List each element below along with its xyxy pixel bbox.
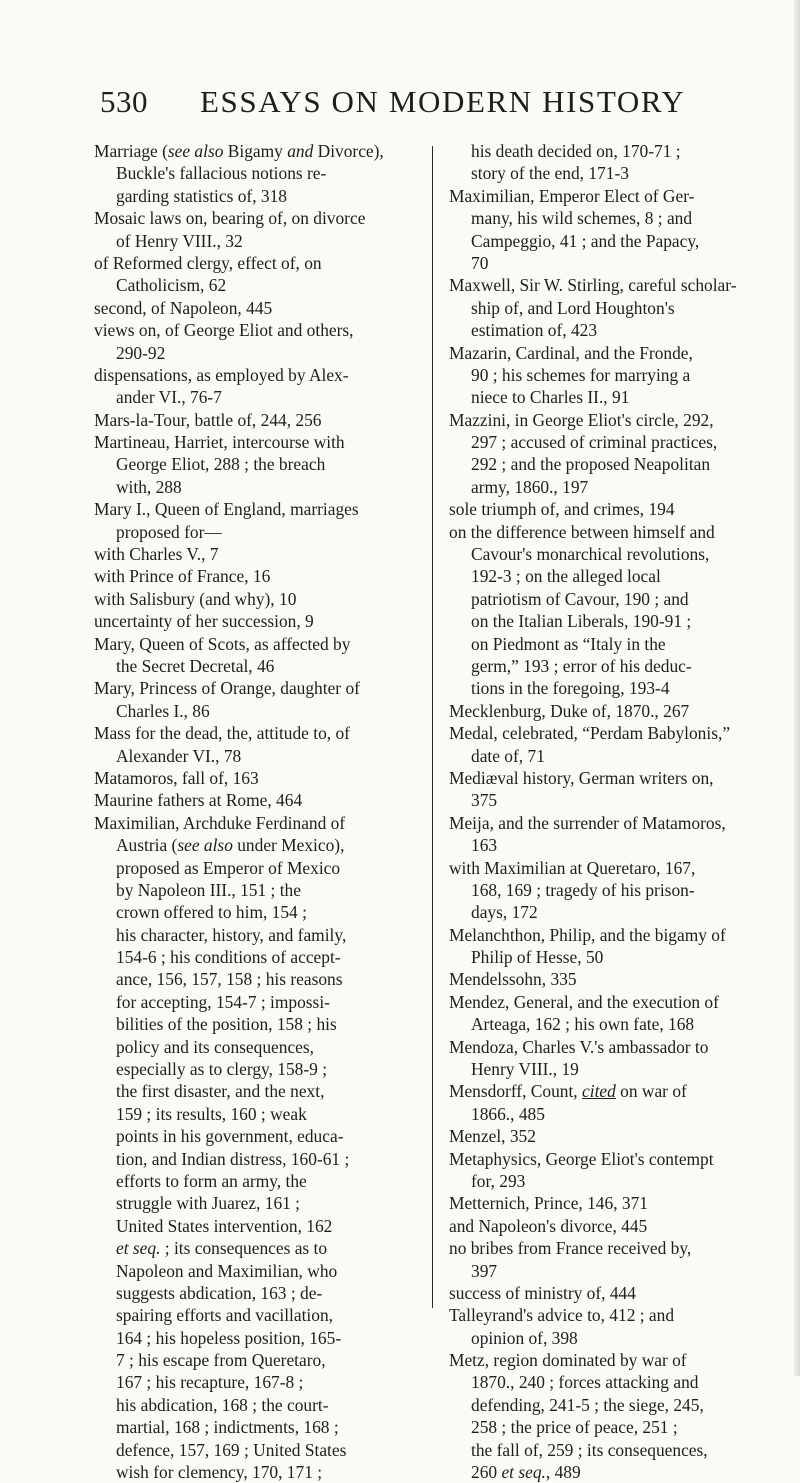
index-line: Melanchthon, Philip, and the bigamy of [449,924,726,945]
index-line: 1870., 240 ; forces attacking and [471,1372,699,1393]
index-line: Maxwell, Sir W. Stirling, careful scholar- [449,275,737,296]
index-line: 70 [471,252,489,273]
index-line: uncertainty of her succession, 9 [94,611,314,632]
index-line: 290-92 [116,342,166,363]
index-line: Catholicism, 62 [116,275,227,296]
index-line: dispensations, as employed by Alex- [94,364,349,385]
index-line: Mendelssohn, 335 [449,969,577,990]
index-line: Metaphysics, George Eliot's contempt [449,1148,714,1169]
column-divider [432,146,433,1308]
index-line: Meija, and the surrender of Matamoros, [449,812,726,833]
index-line: Henry VIII., 19 [471,1059,579,1080]
index-line: Medal, celebrated, “Perdam Babylonis,” [449,723,731,744]
index-line: with Salisbury (and why), 10 [94,588,297,609]
index-line: on Piedmont as “Italy in the [471,633,666,654]
index-line: of Reformed clergy, effect of, on [94,252,322,273]
index-line: garding statistics of, 318 [116,185,287,206]
index-line: Mendoza, Charles V.'s ambassador to [449,1036,709,1057]
index-line: suggests abdication, 163 ; de- [116,1282,323,1303]
index-line: patriotism of Cavour, 190 ; and [471,588,689,609]
index-line: his abdication, 168 ; the court- [116,1394,329,1415]
index-line: efforts to form an army, the [116,1170,307,1191]
index-line: 1866., 485 [471,1103,545,1124]
index-line: defence, 157, 169 ; United States [116,1439,347,1460]
index-line: 375 [471,790,498,811]
index-line: 297 ; accused of criminal practices, [471,432,718,453]
index-line: on the Italian Liberals, 190-91 ; [471,611,692,632]
index-line: for accepting, 154-7 ; impossi- [116,991,330,1012]
index-line: sole triumph of, and crimes, 194 [449,499,675,520]
index-line: ance, 156, 157, 158 ; his reasons [116,969,343,990]
index-line: martial, 168 ; indictments, 168 ; [116,1417,339,1438]
index-line: 90 ; his schemes for marrying a [471,364,691,385]
index-line: on the difference between himself and [449,521,715,542]
index-line: Mary, Queen of Scots, as affected by [94,633,351,654]
index-line: 168, 169 ; tragedy of his prison- [471,879,695,900]
index-column-left [94,140,416,1483]
index-line: Matamoros, fall of, 163 [94,767,259,788]
index-line: Maurine fathers at Rome, 464 [94,790,303,811]
index-line: 167 ; his recapture, 167-8 ; [116,1372,304,1393]
index-line: ship of, and Lord Houghton's [471,297,675,318]
index-line: Charles I., 86 [116,700,210,721]
index-line: 163 [471,835,498,856]
index-line: ander VI., 76-7 [116,387,222,408]
index-line: success of ministry of, 444 [449,1282,636,1303]
index-line: tion, and Indian distress, 160-61 ; [116,1148,350,1169]
index-line: proposed as Emperor of Mexico [116,857,341,878]
index-line: Alexander VI., 78 [116,745,242,766]
index-line: proposed for— [116,521,222,542]
index-line: the first disaster, and the next, [116,1081,325,1102]
index-line: 192-3 ; on the alleged local [471,566,661,587]
index-line: with Prince of France, 16 [94,566,271,587]
index-line: niece to Charles II., 91 [471,387,630,408]
index-line: Mass for the dead, the, attitude to, of [94,723,350,744]
index-line: his character, history, and family, [116,924,347,945]
index-line: Mensdorff, Count, cited on war of [449,1081,687,1102]
index-line: Maximilian, Emperor Elect of Ger- [449,185,695,206]
index-line: struggle with Juarez, 161 ; [116,1193,301,1214]
running-head: ESSAYS ON MODERN HISTORY [200,84,686,119]
index-line: points in his government, educa- [116,1126,344,1147]
index-line: Metz, region dominated by war of [449,1350,687,1371]
index-line: Marriage (see also Bigamy and Divorce), [94,141,384,161]
index-line: and Napoleon's divorce, 445 [449,1215,648,1236]
index-line: Metternich, Prince, 146, 371 [449,1193,648,1214]
index-line: Mazzini, in George Eliot's circle, 292, [449,409,714,430]
index-line: with, 288 [116,476,182,497]
index-line: 397 [471,1260,498,1281]
index-line: date of, 71 [471,745,545,766]
index-line: Buckle's fallacious notions re- [116,163,327,184]
index-line: his death decided on, 170-71 ; [471,141,681,161]
index-line: Cavour's monarchical revolutions, [471,544,710,565]
index-line: 260 et seq., 489 [471,1462,581,1483]
index-line: story of the end, 171-3 [471,163,629,184]
index-line: Mary, Princess of Orange, daughter of [94,678,360,699]
index-line: policy and its consequences, [116,1036,315,1057]
index-line: Austria (see also under Mexico), [116,835,345,856]
index-line: Mosaic laws on, bearing of, on divorce [94,208,366,229]
page-number: 530 [100,84,148,119]
index-line: 164 ; his hopeless position, 165- [116,1327,342,1348]
index-line: by Napoleon III., 151 ; the [116,879,301,900]
index-line: Menzel, 352 [449,1126,536,1147]
index-line: Talleyrand's advice to, 412 ; and [449,1305,675,1326]
index-line: with Charles V., 7 [94,544,219,565]
index-column-right [449,140,771,1483]
index-line: crown offered to him, 154 ; [116,902,307,923]
index-line: army, 1860., 197 [471,476,589,497]
index-line: Arteaga, 162 ; his own fate, 168 [471,1014,695,1035]
index-line: spairing efforts and vacillation, [116,1305,334,1326]
index-line: Mary I., Queen of England, marriages [94,499,359,520]
index-line: Mediæval history, German writers on, [449,767,714,788]
index-line: days, 172 [471,902,538,923]
index-line: germ,” 193 ; error of his deduc- [471,655,692,676]
index-line: George Eliot, 288 ; the breach [116,454,326,475]
index-line: 154-6 ; his conditions of accept- [116,947,341,968]
index-line: estimation of, 423 [471,320,598,341]
index-line: Maximilian, Archduke Ferdinand of [94,812,346,833]
index-line: of Henry VIII., 32 [116,230,243,251]
index-line: opinion of, 398 [471,1327,578,1348]
index-line: for, 293 [471,1170,526,1191]
index-line: Campeggio, 41 ; and the Papacy, [471,230,700,251]
index-line: 7 ; his escape from Queretaro, [116,1350,326,1371]
index-line: et seq. ; its consequences as to [116,1238,328,1259]
page-header [100,84,740,128]
index-line: with Maximilian at Queretaro, 167, [449,857,696,878]
index-line: defending, 241-5 ; the siege, 245, [471,1394,704,1415]
index-line: Martineau, Harriet, intercourse with [94,432,345,453]
index-line: 292 ; and the proposed Neapolitan [471,454,711,475]
index-line: views on, of George Eliot and others, [94,320,354,341]
index-line: no bribes from France received by, [449,1238,692,1259]
index-line: Philip of Hesse, 50 [471,947,604,968]
index-line: Napoleon and Maximilian, who [116,1260,338,1281]
index-line: Mars-la-Tour, battle of, 244, 256 [94,409,322,430]
index-line: Mendez, General, and the execution of [449,991,719,1012]
index-line: many, his wild schemes, 8 ; and [471,208,693,229]
index-line: Mazarin, Cardinal, and the Fronde, [449,342,693,363]
index-line: the Secret Decretal, 46 [116,655,275,676]
index-line: bilities of the position, 158 ; his [116,1014,337,1035]
index-line: United States intervention, 162 [116,1215,333,1236]
index-line: Mecklenburg, Duke of, 1870., 267 [449,700,690,721]
index-line: tions in the foregoing, 193-4 [471,678,670,699]
index-line: especially as to clergy, 158-9 ; [116,1059,328,1080]
index-line: 159 ; its results, 160 ; weak [116,1103,307,1124]
index-line: the fall of, 259 ; its consequences, [471,1439,708,1460]
index-line: wish for clemency, 170, 171 ; [116,1462,323,1483]
index-line: second, of Napoleon, 445 [94,297,273,318]
index-line: 258 ; the price of peace, 251 ; [471,1417,678,1438]
page-edge [794,0,800,1376]
